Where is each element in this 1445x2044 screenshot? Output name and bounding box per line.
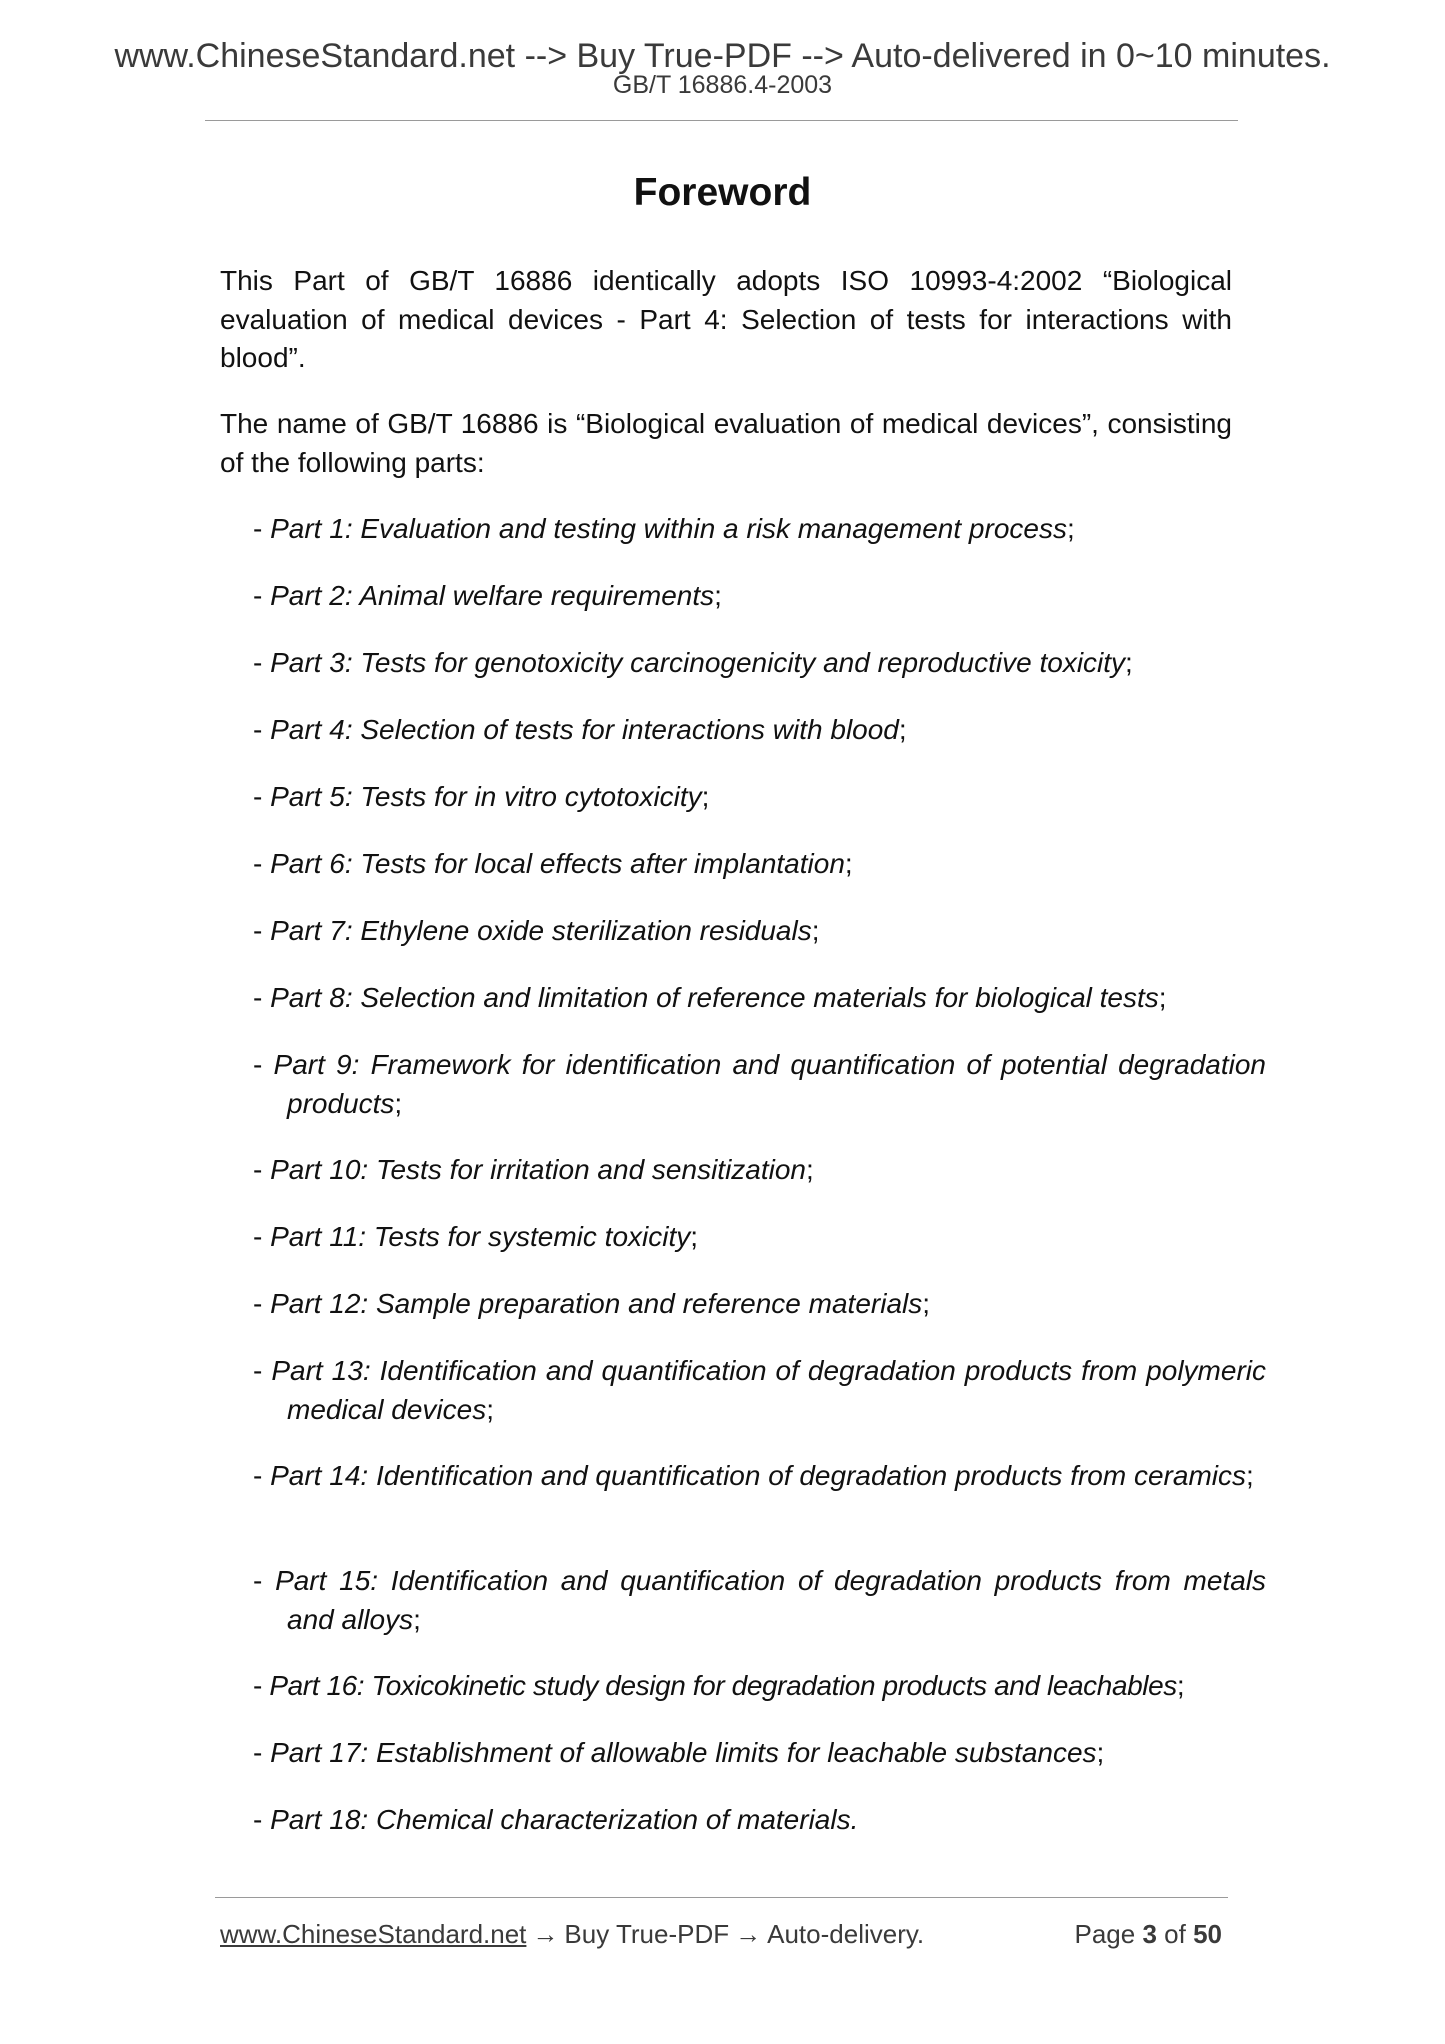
list-item-part-9: - Part 9: Framework for identification and quantification of potential degradation products; <box>253 1049 1266 1119</box>
page-of-label: of <box>1164 1919 1186 1949</box>
list-item-part-1: - Part 1: Evaluation and testing within a risk management process; <box>253 513 1075 544</box>
list-item-part-6: - Part 6: Tests for local effects after implantation; <box>253 848 853 879</box>
page-indicator <box>1074 1918 1222 1950</box>
list-item-part-5: - Part 5: Tests for in vitro cytotoxicity; <box>253 781 710 812</box>
list-item-part-4: - Part 4: Selection of tests for interactions with blood; <box>253 714 907 745</box>
header-divider <box>205 120 1238 121</box>
footer-promo <box>220 1918 924 1950</box>
document-code: GB/T 16886.4-2003 <box>612 71 833 99</box>
list-item-part-12: - Part 12: Sample preparation and reference materials; <box>253 1288 931 1319</box>
footer-site-link[interactable]: www.ChineseStandard.net <box>220 1919 527 1949</box>
list-item-part-11: - Part 11: Tests for systemic toxicity; <box>253 1221 699 1252</box>
list-item-part-16: - Part 16: Toxicokinetic study design for degradation products and leachables; <box>253 1670 1185 1701</box>
arrow-right-icon: → <box>735 1919 762 1949</box>
list-item-part-17: - Part 17: Establishment of allowable limits for leachable substances; <box>253 1737 1105 1768</box>
footer-delivery-text: Auto-delivery. <box>767 1919 925 1949</box>
list-item-part-13: - Part 13: Identification and quantification of degradation products from polymeric medical devices; <box>253 1355 1266 1425</box>
list-item-part-8: - Part 8: Selection and limitation of reference materials for biological tests; <box>253 982 1167 1013</box>
footer-divider <box>215 1897 1228 1898</box>
list-item-part-7: - Part 7: Ethylene oxide sterilization residuals; <box>253 915 820 946</box>
list-item-part-2: - Part 2: Animal welfare requirements; <box>253 580 722 611</box>
page-current: 3 <box>1142 1919 1157 1949</box>
list-item-part-14: - Part 14: Identification and quantification of degradation products from ceramics; <box>253 1460 1254 1491</box>
page-title: Foreword <box>633 171 812 214</box>
arrow-right-icon: → <box>532 1919 559 1949</box>
page-label: Page <box>1074 1919 1136 1949</box>
intro-paragraph: This Part of GB/T 16886 identically adopts ISO 10993-4:2002 “Biological evaluation of medical devices - Part 4: Selection of tests for interactions with blood”. <box>220 265 1232 373</box>
site-banner: www.ChineseStandard.net --> Buy True-PDF --> Auto-delivered in 0~10 minutes. <box>114 37 1331 75</box>
list-item-part-10: - Part 10: Tests for irritation and sensitization; <box>253 1154 814 1185</box>
page-total: 50 <box>1193 1919 1222 1949</box>
list-item-part-18: - Part 18: Chemical characterization of materials. <box>253 1804 859 1835</box>
parts-intro-paragraph: The name of GB/T 16886 is “Biological evaluation of medical devices”, consisting of the following parts: <box>220 408 1232 478</box>
footer-buy-text: Buy True-PDF <box>564 1919 730 1949</box>
list-item-part-15: - Part 15: Identification and quantification of degradation products from metals and alloys; <box>253 1565 1266 1635</box>
list-item-part-3: - Part 3: Tests for genotoxicity carcinogenicity and reproductive toxicity; <box>253 647 1133 678</box>
